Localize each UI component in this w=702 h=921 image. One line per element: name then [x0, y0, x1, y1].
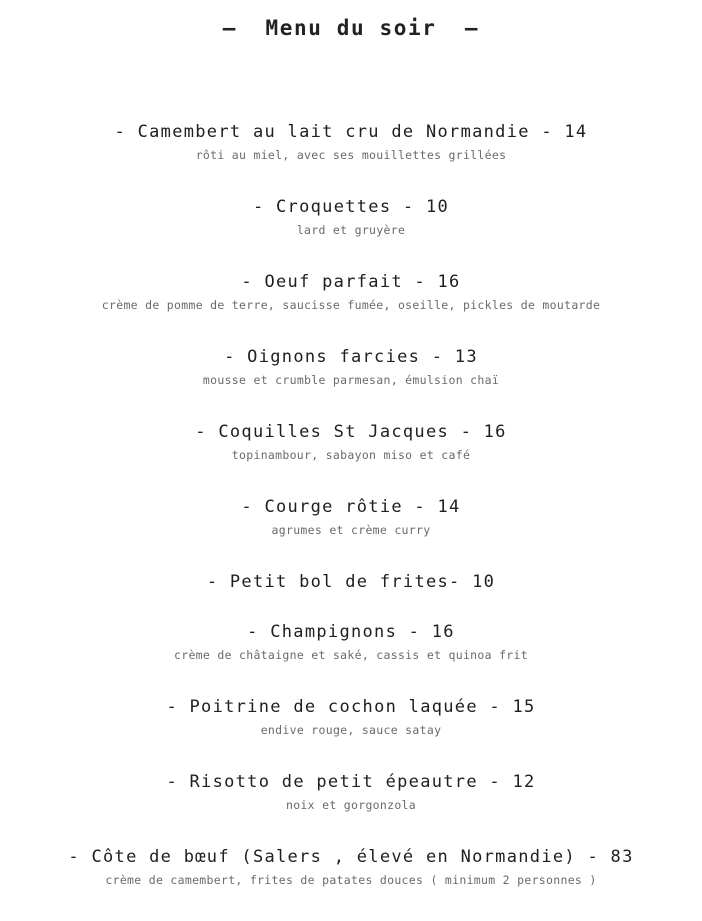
dish-name: - Risotto de petit épeautre - 12 [166, 772, 536, 792]
dish-description: crème de pomme de terre, saucisse fumée, oseille, pickles de moutarde [101, 298, 601, 312]
dish-item [0, 346, 702, 421]
dish-description: endive rouge, sauce satay [260, 723, 442, 737]
dish-description: lard et gruyère [296, 223, 406, 237]
dish-description: crème de châtaigne et saké, cassis et quinoa frit [174, 648, 528, 662]
dish-description: crème de camembert, frites de patates douces ( minimum 2 personnes ) [105, 873, 597, 887]
dish-name: - Camembert au lait cru de Normandie - 14 [114, 122, 588, 142]
dish-name: - Côte de bœuf (Salers , élevé en Normandie) - 83 [68, 847, 634, 867]
dish-item [0, 571, 702, 621]
dish-item [0, 271, 702, 346]
dish-item [0, 196, 702, 271]
dish-item [0, 771, 702, 846]
dish-name: - Oignons farcies - 13 [224, 347, 478, 367]
dish-description: mousse et crumble parmesan, émulsion chaï [202, 373, 500, 387]
dish-name: - Croquettes - 10 [252, 197, 450, 217]
dish-name: - Courge rôtie - 14 [241, 497, 461, 517]
dish-item [0, 846, 702, 921]
menu-title: — Menu du soir — [222, 16, 480, 41]
dish-item [0, 696, 702, 771]
dish-name: - Oeuf parfait - 16 [241, 272, 461, 292]
dish-item [0, 496, 702, 571]
dish-item [0, 421, 702, 496]
dish-item [0, 621, 702, 696]
dish-name: - Poitrine de cochon laquée - 15 [166, 697, 536, 717]
dish-list [0, 121, 702, 921]
dish-description: agrumes et crème curry [271, 523, 431, 537]
dish-name: - Petit bol de frites- 10 [206, 572, 496, 592]
dish-description: rôti au miel, avec ses mouillettes grillées [195, 148, 507, 162]
dish-name: - Champignons - 16 [247, 622, 455, 642]
dish-description: noix et gorgonzola [285, 798, 417, 812]
dish-name: - Coquilles St Jacques - 16 [195, 422, 507, 442]
dish-description: topinambour, sabayon miso et café [231, 448, 471, 462]
dish-item [0, 121, 702, 196]
